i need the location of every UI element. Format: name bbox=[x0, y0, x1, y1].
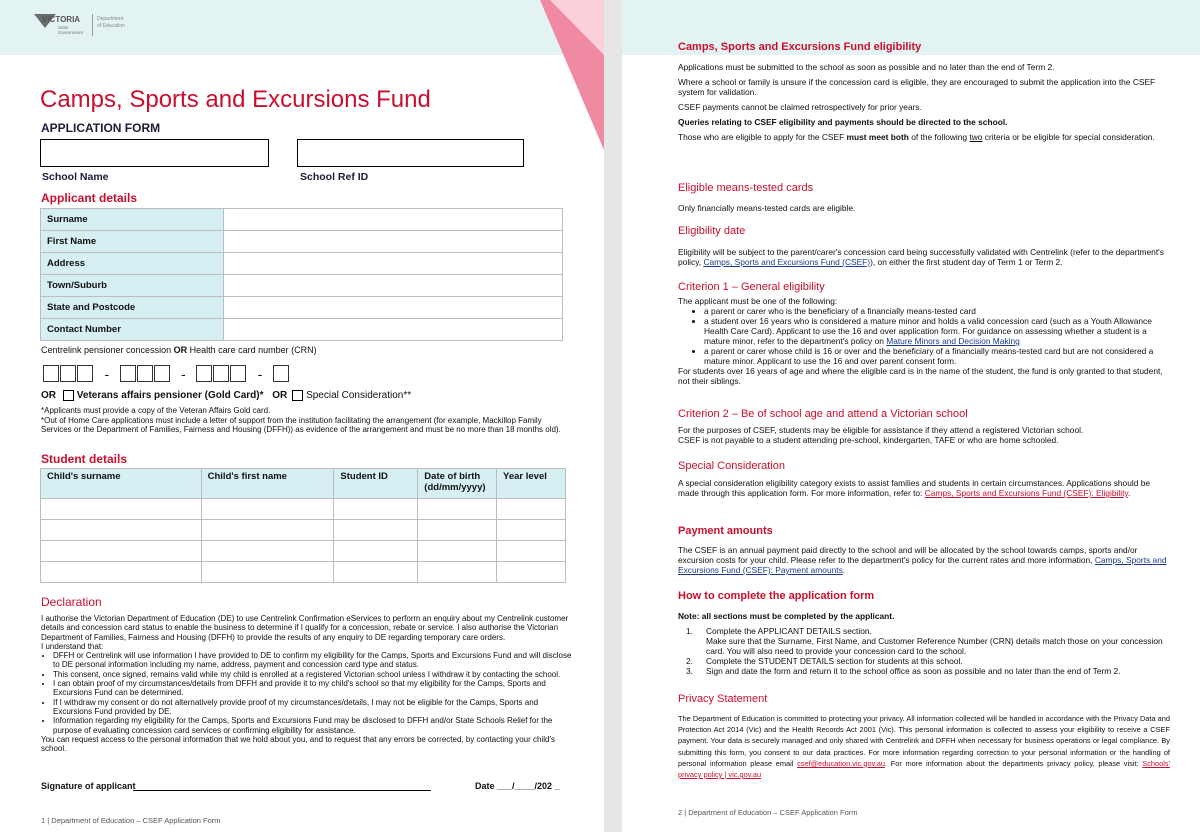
how-note: Note: all sections must be completed by the applicant. bbox=[678, 611, 895, 621]
applicant-row bbox=[41, 231, 563, 253]
student-cell[interactable] bbox=[418, 499, 497, 520]
student-heading: Student details bbox=[41, 452, 128, 466]
school-ref-label: School Ref ID bbox=[300, 171, 369, 183]
special-eligibility-link[interactable]: Camps, Sports and Excursions Fund (CSEF): Eligibility bbox=[924, 488, 1128, 498]
applicant-field-label: State and Postcode bbox=[41, 297, 224, 319]
signature-label: Signature of applicant bbox=[41, 781, 136, 791]
school-name-label: School Name bbox=[42, 171, 109, 183]
student-cell[interactable] bbox=[497, 520, 566, 541]
student-cell[interactable] bbox=[497, 562, 566, 583]
student-cell[interactable] bbox=[41, 499, 202, 520]
student-cell[interactable] bbox=[201, 520, 334, 541]
applicant-field-input[interactable] bbox=[224, 209, 563, 231]
student-cell[interactable] bbox=[334, 562, 418, 583]
student-row bbox=[41, 541, 566, 562]
student-row bbox=[41, 520, 566, 541]
heading-criterion-1: Criterion 1 – General eligibility bbox=[678, 281, 825, 293]
declaration-bullet: • I can obtain proof of my circumstances/details from DFFH and provide it to my child's school so that my eligibility for the Camps, Sports and Excursions Fund can be determined. bbox=[53, 679, 575, 698]
student-cell[interactable] bbox=[334, 499, 418, 520]
how-steps-list bbox=[686, 626, 1166, 676]
applicant-field-input[interactable] bbox=[224, 275, 563, 297]
criterion-2-body: For the purposes of CSEF, students may be eligible for assistance if they attend a registered Victorian school. CSEF is not payable to a student attending pre-school, kindergarten, TAFE or who are home schooled. bbox=[678, 425, 1084, 445]
crn-digit-box[interactable] bbox=[154, 365, 170, 382]
crn-digit-box[interactable] bbox=[60, 365, 76, 382]
applicant-field-input[interactable] bbox=[224, 231, 563, 253]
card-type-options: OR Veterans affairs pensioner (Gold Card)* OR Special Consideration** bbox=[41, 390, 412, 402]
heading-privacy: Privacy Statement bbox=[678, 693, 768, 705]
crn-label: Centrelink pensioner concession OR Health care card number (CRN) bbox=[41, 345, 317, 355]
crn-digit-box[interactable] bbox=[137, 365, 153, 382]
student-column-header: Child's first name bbox=[201, 469, 334, 499]
school-name-input[interactable] bbox=[40, 139, 269, 167]
heading-how-to-complete: How to complete the application form bbox=[678, 590, 875, 602]
applicant-row bbox=[41, 253, 563, 275]
page-2 bbox=[622, 0, 1200, 832]
student-cell[interactable] bbox=[41, 541, 202, 562]
student-cell[interactable] bbox=[418, 562, 497, 583]
crn-digit-box[interactable] bbox=[120, 365, 136, 382]
student-cell[interactable] bbox=[41, 562, 202, 583]
signature-line[interactable] bbox=[133, 790, 431, 791]
privacy-policy-link[interactable]: Schools' privacy policy | vic.gov.au bbox=[678, 758, 1170, 780]
declaration-bullet: • This consent, once signed, remains valid while my child is enrolled at a registered Victorian school unless I withdraw it by contacting the school. bbox=[53, 670, 575, 679]
applicant-field-label: First Name bbox=[41, 231, 224, 253]
student-cell[interactable] bbox=[418, 520, 497, 541]
heading-cards: Eligible means-tested cards bbox=[678, 182, 814, 194]
criterion-1-body: The applicant must be one of the following: • a parent or carer who is the beneficiary of a financially means-tested card • a student over 16 years who is considered a mature minor and holds a valid concession card (such as a Youth Allowance Health Care Card). Applicant to use the 16 and over application form. For guidance on assessing whether a student is a mature minor, refer to the department's policy on Mature Minors and Decision Making • a parent or carer whose child is 16 or over and the beneficiary of a financially means-tested card but are not considered a mature minor. Applicant to use the 16 and over parent consent form. For students over 16 years of age and where the eligible card is in the name of the student, the fund is only granted to that student, not their siblings. bbox=[678, 296, 1168, 386]
school-ref-input[interactable] bbox=[297, 139, 524, 167]
p2-body-top: Applications must be submitted to the school as soon as possible and no later than the end of Term 2. Where a school or family is unsure if the concession card is eligible, they are encouraged to submit the application into the CSEF system for validation. CSEF payments cannot be claimed retrospectively for prior years. Queries relating to CSEF eligibility and payments should be directed to the school. Those who are eligible to apply for the CSEF must meet both of the following two criteria or be eligible for special consideration. bbox=[678, 62, 1156, 142]
crn-digit-box[interactable] bbox=[230, 365, 246, 382]
crn-digit-box[interactable] bbox=[213, 365, 229, 382]
applicant-field-input[interactable] bbox=[224, 297, 563, 319]
how-step: 1. Complete the APPLICANT DETAILS section. Make sure that the Surname, First Name, and Customer Reference Number (CRN) details match those on your concession card. You will also need to provide your concession card to the school. bbox=[686, 626, 1163, 656]
student-cell[interactable] bbox=[201, 499, 334, 520]
veterans-checkbox[interactable] bbox=[63, 390, 74, 401]
student-column-header: Date of birth (dd/mm/yyyy) bbox=[418, 469, 497, 499]
crn-digit-box[interactable] bbox=[196, 365, 212, 382]
heading-criterion-2: Criterion 2 – Be of school age and attend a Victorian school bbox=[678, 408, 968, 420]
applicant-table bbox=[40, 208, 563, 341]
how-step: 3. Sign and date the form and return it to the school office as soon as possible and no later than the end of Term 2. bbox=[686, 666, 1121, 676]
student-cell[interactable] bbox=[201, 541, 334, 562]
privacy-email-link[interactable]: csef@education.vic.gov.au bbox=[797, 758, 885, 768]
applicant-row bbox=[41, 275, 563, 297]
applicant-field-input[interactable] bbox=[224, 253, 563, 275]
student-cell[interactable] bbox=[497, 499, 566, 520]
student-row bbox=[41, 562, 566, 583]
heading-payment: Payment amounts bbox=[678, 525, 773, 537]
pink-corner-shape bbox=[540, 0, 604, 150]
page-2-footer: 2 | Department of Education – CSEF Application Form bbox=[678, 808, 858, 817]
student-column-header: Student ID bbox=[334, 469, 418, 499]
heading-eligibility: Camps, Sports and Excursions Fund eligibility bbox=[678, 41, 922, 53]
special-consideration-checkbox[interactable] bbox=[292, 390, 303, 401]
student-cell[interactable] bbox=[418, 541, 497, 562]
header-band bbox=[0, 0, 604, 55]
special-text: A special consideration eligibility category exists to assist families and students in certain circumstances. Applications should be made through this application form. For more information, refer to: Camps, Sports and Excursions Fund (CSEF): Eligibility. bbox=[678, 478, 1151, 498]
student-cell[interactable] bbox=[497, 541, 566, 562]
applicant-heading: Applicant details bbox=[41, 191, 138, 205]
applicant-row bbox=[41, 297, 563, 319]
declaration-bullet: • If I withdraw my consent or do not alternatively provide proof of my circumstances/details, I may not be eligible for the Camps, Sports and Excursions Fund provided by DE. bbox=[53, 698, 575, 717]
applicant-row bbox=[41, 319, 563, 341]
mature-minors-link[interactable]: Mature Minors and Decision Making bbox=[886, 336, 1020, 346]
heading-special: Special Consideration bbox=[678, 460, 786, 472]
note-veterans: *Applicants must provide a copy of the Veteran Affairs Gold card. bbox=[41, 406, 271, 415]
page-1-footer: 1 | Department of Education – CSEF Application Form bbox=[41, 816, 221, 825]
applicant-field-label: Address bbox=[41, 253, 224, 275]
crn-input-group: - - - bbox=[43, 365, 290, 383]
payment-text: The CSEF is an annual payment paid directly to the school and will be allocated by the school towards camps, sports and/or excursion costs for your child. Please refer to the department's policy for the current rates and more information, Camps, Sports and Excursions Fund (CSEF): Payment amounts. bbox=[678, 545, 1167, 575]
applicant-row bbox=[41, 209, 563, 231]
declaration-heading: Declaration bbox=[41, 595, 102, 609]
heading-eligibility-date: Eligibility date bbox=[678, 225, 746, 237]
student-column-header: Year level bbox=[497, 469, 566, 499]
applicant-field-label: Surname bbox=[41, 209, 224, 231]
student-row bbox=[41, 499, 566, 520]
student-table bbox=[40, 468, 566, 583]
applicant-field-input[interactable] bbox=[224, 319, 563, 341]
student-cell[interactable] bbox=[334, 520, 418, 541]
privacy-text: The Department of Education is committed to protecting your privacy. All information collected will be handled in accordance with the Privacy Data and Protection Act 2014 (Vic) and the Health Records Act 2001 (Vic). This personal information is collected to assess your eligibility to receive a CSEF payment. Your data is securely managed and only shared with Centrelink and DFFH when necessary for business operations or legal compliance. By submitting this form, you consent to our data practices. For more information regarding correction to your personal information or the handling of personal information please email csef@education.vic.gov.au. For more information about the departments privacy policy, please visit: Schools' privacy policy | vic.gov.au bbox=[678, 714, 1170, 780]
victoria-logo: VICTORIA State Government Department of Education bbox=[34, 14, 56, 33]
page-title: Camps, Sports and Excursions Fund bbox=[40, 86, 431, 113]
eligibility-date-text: Eligibility will be subject to the parent/carer's concession card being successfully validated with Centrelink (refer to the department's policy, Camps, Sports and Excursions Fund (CSEF)), on either the first student day of Term 1 or Term 2. bbox=[678, 247, 1164, 267]
declaration-bullet: • Information regarding my eligibility for the Camps, Sports and Excursions Fund may be disclosed to DFFH and/or State Schools Relief for the purpose of evaluating concession card services or confirming eligibility for assistance. bbox=[53, 716, 575, 735]
crn-digit-box[interactable] bbox=[273, 365, 289, 382]
date-field[interactable]: Date ___/____/202 _ bbox=[475, 781, 560, 791]
student-column-header: Child's surname bbox=[41, 469, 202, 499]
note-out-of-home-care: *Out of Home Care applications must include a letter of support from the institution facilitating the arrangement (for example, Mackillop Family Services or the Department of Families, Fairness and Housing (DFFH)) as evidence of the arrangement and must be no more than 18 months old). bbox=[41, 416, 561, 435]
form-subtitle: APPLICATION FORM bbox=[41, 121, 161, 135]
how-step: 2. Complete the STUDENT DETAILS section for students at this school. bbox=[686, 656, 963, 666]
student-cell[interactable] bbox=[201, 562, 334, 583]
student-cell[interactable] bbox=[41, 520, 202, 541]
cards-text: Only financially means-tested cards are eligible. bbox=[678, 203, 856, 213]
crn-digit-box[interactable] bbox=[43, 365, 59, 382]
applicant-field-label: Contact Number bbox=[41, 319, 224, 341]
applicant-field-label: Town/Suburb bbox=[41, 275, 224, 297]
declaration-body: I authorise the Victorian Department of Education (DE) to use Centrelink Confirmation eServices to perform an enquiry about my Centrelink customer details and concession card status to enable the business to determine if I qualify for a concession, rebate or service. I also authorise the Victorian Department of Families, Fairness and Housing (DFFH) to provide the results of any enquiry to DE regarding temporary care orders. I understand that: • DFFH or Centrelink will use information I have provided to DE to confirm my eligibility for the Camps, Sports and Excursions Fund and will disclose to DE personal information including my name, address, payment and concession card type and status. • This consent, once signed, remains valid while my child is enrolled at a registered Victorian school unless I withdraw it by contacting the school. • I can obtain proof of my circumstances/details from DFFH and provide it to my child's school so that my eligibility for the Camps, Sports and Excursions Fund can be determined. • If I withdraw my consent or do not alternatively provide proof of my circumstances/details, I may not be eligible for the Camps, Sports and Excursions Fund provided by DE. • Information regarding my eligibility for the Camps, Sports and Excursions Fund may be disclosed to DFFH and/or State Schools Relief for the purpose of evaluating concession card services or confirming eligibility for assistance. You can request access to the personal information that we hold about you, and to request that any errors be corrected, by contacting your child's school. bbox=[41, 614, 575, 753]
csef-policy-link[interactable]: Camps, Sports and Excursions Fund (CSEF) bbox=[703, 257, 871, 267]
payment-amounts-link[interactable]: Camps, Sports and Excursions Fund (CSEF): Payment amounts bbox=[678, 555, 1167, 575]
student-cell[interactable] bbox=[334, 541, 418, 562]
crn-digit-box[interactable] bbox=[77, 365, 93, 382]
declaration-bullet: • DFFH or Centrelink will use information I have provided to DE to confirm my eligibility for the Camps, Sports and Excursions Fund and will disclose to DE personal information including my name, address, payment and concession card type and status. bbox=[53, 651, 575, 670]
